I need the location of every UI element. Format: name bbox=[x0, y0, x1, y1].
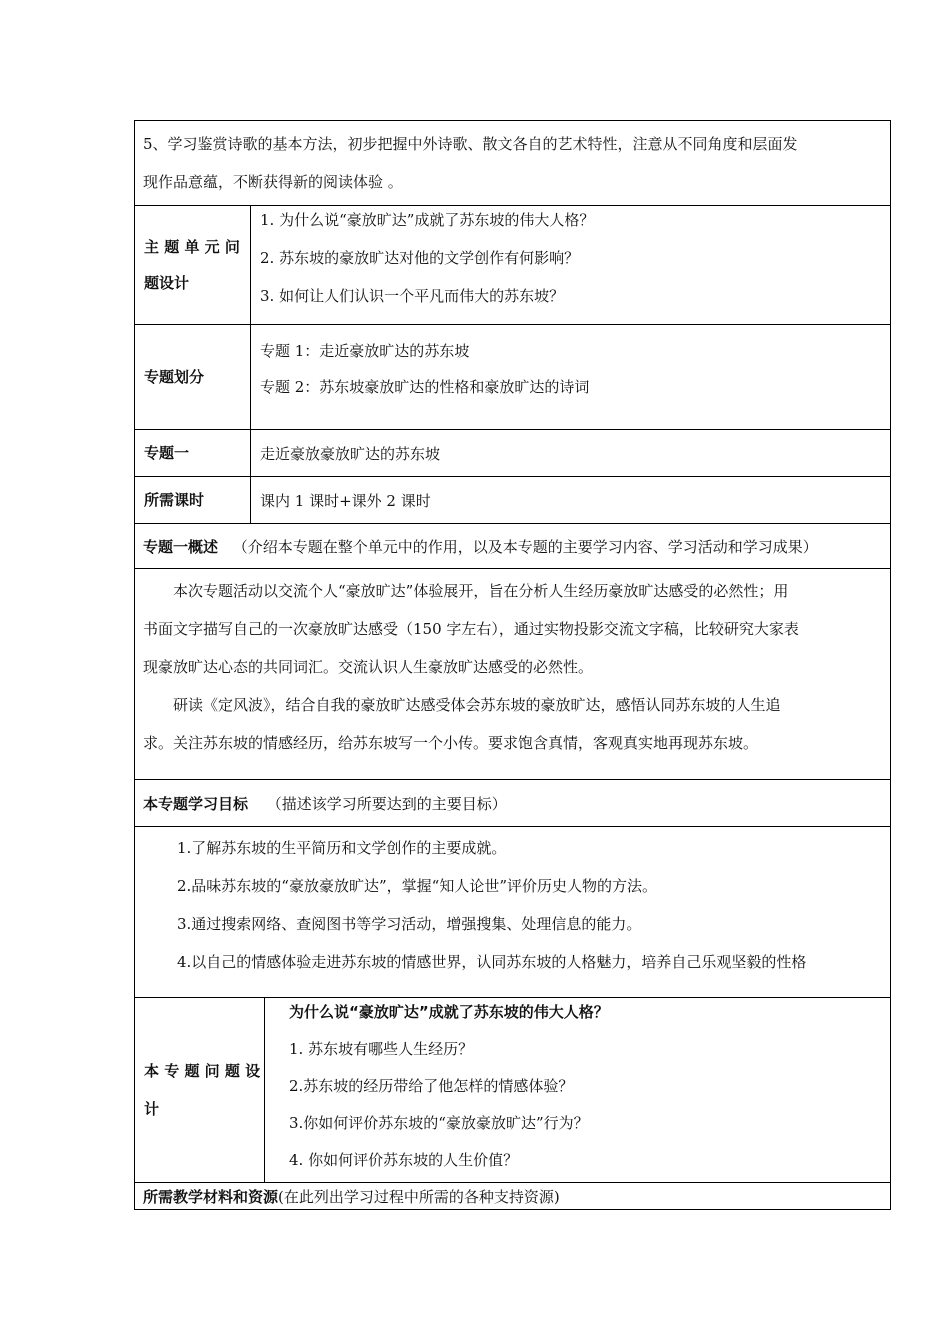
unit-questions-row bbox=[135, 206, 891, 325]
topic-one-value: 走近豪放豪放旷达的苏东坡 bbox=[251, 430, 891, 477]
lesson-plan-table bbox=[134, 120, 891, 1210]
overview-heading-row bbox=[135, 524, 891, 569]
goals-note: （描述该学习所要达到的主要目标） bbox=[266, 794, 507, 813]
overview-line-5: 求。关注苏东坡的情感经历，给苏东坡写一个小传。要求饱含真情，客观真实地再现苏东坡。 bbox=[143, 734, 759, 752]
topic-question-4: 4. 你如何评价苏东坡的人生价值？ bbox=[289, 1151, 519, 1169]
resources-heading-cell bbox=[135, 1183, 891, 1210]
hours-label: 所需课时 bbox=[135, 477, 251, 524]
overview-line-1: 本次专题活动以交流个人“豪放旷达”体验展开，旨在分析人生经历豪放旷达感受的必然性；用 bbox=[173, 582, 789, 600]
goal-item-4: 4.以自己的情感体验走进苏东坡的情感世界，认同苏东坡的人格魅力，培养自己乐观坚毅的性格 bbox=[177, 953, 807, 971]
intro-line-1: 5、学习鉴赏诗歌的基本方法，初步把握中外诗歌、散文各自的艺术特性，注意从不同角度和层面发 bbox=[143, 135, 798, 153]
goals-list bbox=[135, 827, 891, 998]
topic-item-2: 专题 2：苏东坡豪放旷达的性格和豪放旷达的诗词 bbox=[260, 378, 590, 396]
topic-questions-title: 为什么说“豪放旷达”成就了苏东坡的伟大人格？ bbox=[289, 1003, 609, 1021]
topic-one-label: 专题一 bbox=[135, 430, 251, 477]
topic-questions-row bbox=[135, 998, 891, 1183]
topic-questions-label: 本 专 题 问 题 设 计 bbox=[135, 998, 265, 1183]
goal-item-1: 1.了解苏东坡的生平简历和文学创作的主要成就。 bbox=[177, 839, 507, 857]
intro-line-2: 现作品意蕴，不断获得新的阅读体验 。 bbox=[143, 173, 403, 191]
resources-heading: 所需教学材料和资源 bbox=[143, 1187, 279, 1206]
unit-question-1: 1. 为什么说“豪放旷达”成就了苏东坡的伟大人格？ bbox=[260, 211, 595, 229]
goal-item-2: 2.品味苏东坡的“豪放豪放旷达”，掌握“知人论世”评价历史人物的方法。 bbox=[177, 877, 657, 895]
overview-line-4: 研读《定风波》，结合自我的豪放旷达感受体会苏东坡的豪放旷达，感悟认同苏东坡的人生追 bbox=[173, 696, 781, 714]
topic-division-list bbox=[251, 325, 891, 430]
hours-row bbox=[135, 477, 891, 524]
topic-question-3: 3.你如何评价苏东坡的“豪放豪放旷达”行为？ bbox=[289, 1114, 589, 1132]
document-page bbox=[134, 120, 890, 1210]
goal-item-3: 3.通过搜索网络、查阅图书等学习活动，增强搜集、处理信息的能力。 bbox=[177, 915, 642, 933]
resources-heading-row bbox=[135, 1183, 891, 1210]
overview-note: （介绍本专题在整个单元中的作用，以及本专题的主要学习内容、学习活动和学习成果） bbox=[232, 537, 818, 556]
hours-value: 课内 1 课时+课外 2 课时 bbox=[251, 477, 891, 524]
topic-question-1: 1. 苏东坡有哪些人生经历？ bbox=[289, 1040, 474, 1058]
topic-division-label: 专题划分 bbox=[135, 325, 251, 430]
topic-division-row bbox=[135, 325, 891, 430]
topic-one-row bbox=[135, 430, 891, 477]
topic-questions-list bbox=[265, 998, 891, 1183]
intro-cell bbox=[135, 121, 891, 206]
unit-question-3: 3. 如何让人们认识一个平凡而伟大的苏东坡？ bbox=[260, 287, 565, 305]
unit-questions-list bbox=[251, 206, 891, 325]
goals-list-row bbox=[135, 827, 891, 998]
unit-question-2: 2. 苏东坡的豪放旷达对他的文学创作有何影响？ bbox=[260, 249, 580, 267]
overview-line-3: 现豪放旷达心态的共同词汇。交流认识人生豪放旷达感受的必然性。 bbox=[143, 658, 594, 676]
overview-body bbox=[135, 569, 891, 780]
topic-question-2: 2.苏东坡的经历带给了他怎样的情感体验？ bbox=[289, 1077, 574, 1095]
goals-heading-cell bbox=[135, 780, 891, 827]
intro-row bbox=[135, 121, 891, 206]
resources-note: (在此列出学习过程中所需的各种支持资源) bbox=[278, 1187, 560, 1206]
overview-heading-cell bbox=[135, 524, 891, 569]
topic-item-1: 专题 1：走近豪放旷达的苏东坡 bbox=[260, 342, 470, 360]
goals-heading: 本专题学习目标 bbox=[143, 794, 249, 813]
goals-heading-row bbox=[135, 780, 891, 827]
overview-body-row bbox=[135, 569, 891, 780]
overview-heading: 专题一概述 bbox=[143, 537, 219, 556]
overview-line-2: 书面文字描写自己的一次豪放旷达感受（150 字左右），通过实物投影交流文字稿，比较研究大家表 bbox=[143, 620, 799, 638]
unit-questions-label: 主 题 单 元 问 题设计 bbox=[135, 206, 251, 325]
